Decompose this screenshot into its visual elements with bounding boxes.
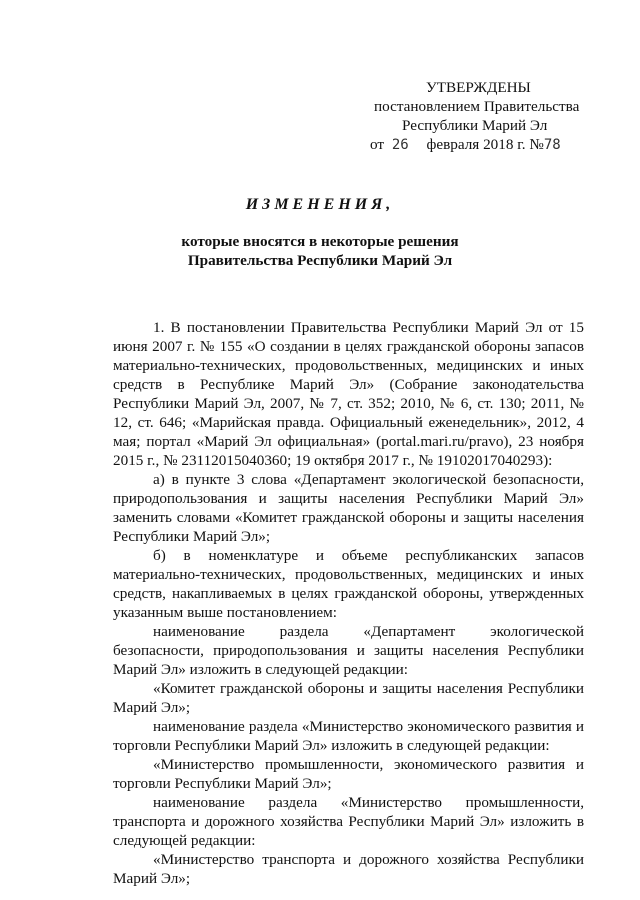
paragraph-8: наименование раздела «Министерство промышленности, транспорта и дорожного хозяйства Республики Марий Эл» изложить в следующей редакции: <box>113 794 584 849</box>
approval-number: 78 <box>543 137 561 153</box>
approval-day: 26 <box>391 137 409 153</box>
paragraph-1: 1. В постановлении Правительства Республики Марий Эл от 15 июня 2007 г. № 155 «О создании в целях гражданской обороны запасов материально-технических, продовольственных, медицинских и иных средств в Республике Марий Эл» (Собрание законодательства Республики Марий Эл, 2007, № 7, ст. 352; 2010, № 6, ст. 130; 2011, № 12, ст. 646; «Марийская правда. Официальный еженедельник», 2012, 4 мая; портал «Марий Эл официальная» (portal.mari.ru/pravo), 23 ноября 2015 г., № 23112015040360; 19 октября 2017 г., № 19102017040293): <box>113 319 584 469</box>
subtitle-line-2: Правительства Республики Марий Эл <box>187 252 453 269</box>
paragraph-3: б) в номенклатуре и объеме республиканских запасов материально-технических, продовольственных, медицинских и иных средств, накапливаемых в целях гражданской обороны, утвержденных указанным выше постановлением: <box>113 547 584 621</box>
document-body <box>113 318 584 888</box>
paragraph-4: наименование раздела «Департамент экологической безопасности, природопользования и защиты населения Республики Марий Эл» изложить в следующей редакции: <box>113 623 584 678</box>
approval-date-line <box>370 135 614 155</box>
subtitle-line-1: которые вносятся в некоторые решения <box>181 233 459 250</box>
paragraph-9: «Министерство транспорта и дорожного хозяйства Республики Марий Эл»; <box>113 851 584 887</box>
document-subtitle <box>0 232 640 270</box>
document-title: ИЗМЕНЕНИЯ, <box>245 196 395 213</box>
approval-date-prefix: от <box>370 136 385 153</box>
approval-republic-line: Республики Марий Эл <box>402 117 548 134</box>
approval-stamp <box>370 78 614 155</box>
approval-by-line: постановлением Правительства <box>374 98 580 115</box>
paragraph-7: «Министерство промышленности, экономического развития и торговли Республики Марий Эл»; <box>113 756 584 792</box>
paragraph-6: наименование раздела «Министерство экономического развития и торговли Республики Марий Эл» изложить в следующей редакции: <box>113 718 584 754</box>
paragraph-2: а) в пункте 3 слова «Департамент экологической безопасности, природопользования и защиты населения Республики Марий Эл» заменить словами «Комитет гражданской обороны и защиты населения Республики Марий Эл»; <box>113 471 584 545</box>
approval-date-middle: февраля 2018 г. № <box>426 136 544 153</box>
approval-heading: УТВЕРЖДЕНЫ <box>426 79 531 96</box>
paragraph-5: «Комитет гражданской обороны и защиты населения Республики Марий Эл»; <box>113 680 584 716</box>
